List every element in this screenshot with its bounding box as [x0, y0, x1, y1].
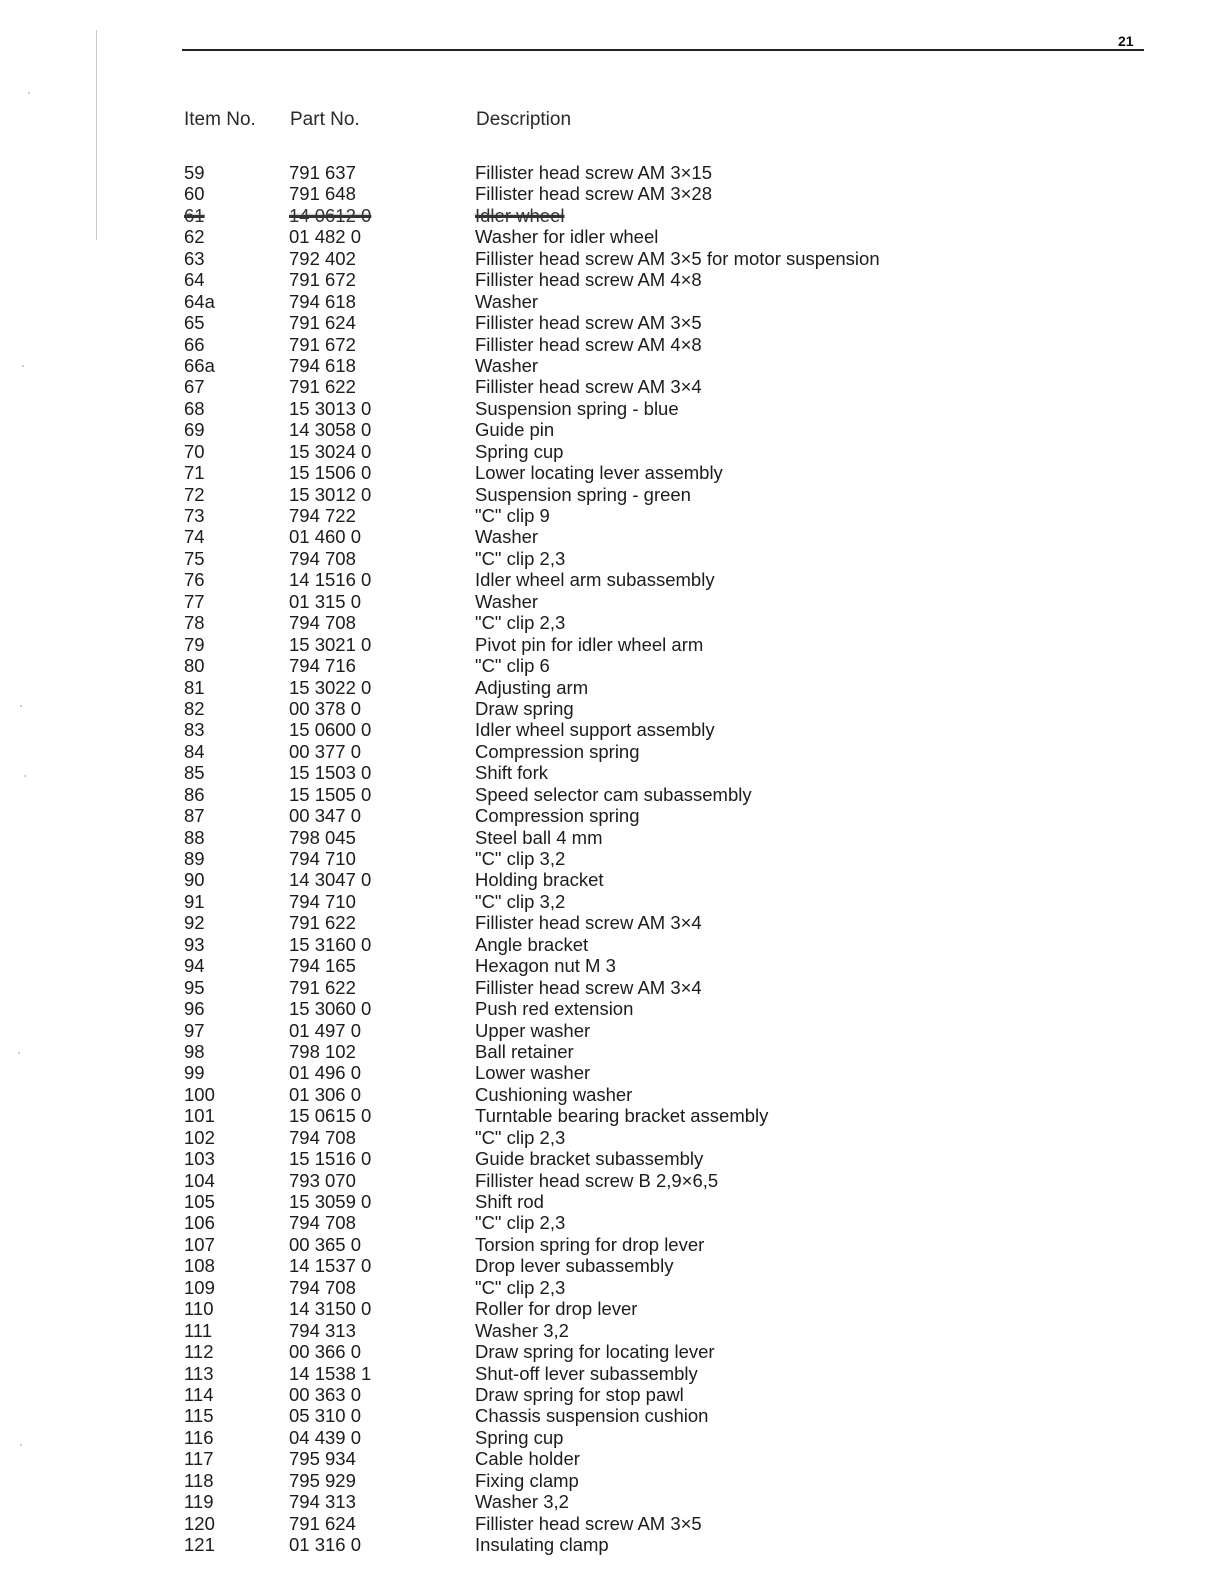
part-number: 14 3150 0	[289, 1298, 372, 1320]
part-description: Angle bracket	[475, 933, 589, 955]
table-row	[183, 1341, 1163, 1362]
table-row	[183, 1513, 1163, 1534]
part-number: 01 315 0	[289, 590, 362, 612]
part-description: Draw spring for locating lever	[475, 1341, 715, 1363]
part-description: Fillister head screw AM 3×4	[475, 376, 702, 398]
part-description: "C" clip 3,2	[475, 848, 566, 869]
part-description: Shift rod	[475, 1191, 544, 1212]
table-row	[183, 1427, 1163, 1448]
part-description: Washer	[475, 590, 539, 612]
part-number: 791 624	[289, 312, 356, 334]
table-row	[183, 805, 1163, 826]
part-number: 792 402	[289, 247, 356, 269]
parts-list	[183, 162, 1163, 1555]
table-row	[183, 569, 1163, 590]
part-number: 794 708	[289, 547, 356, 569]
item-number: 113	[184, 1362, 214, 1384]
part-number: 794 710	[289, 848, 356, 869]
column-header-item: Item No.	[184, 109, 256, 130]
part-description: Idler wheel	[475, 204, 565, 226]
table-row	[183, 441, 1163, 462]
part-description: Guide pin	[475, 419, 555, 441]
item-number: 90	[184, 869, 205, 891]
part-number: 00 377 0	[289, 740, 362, 762]
scan-margin-line	[96, 30, 97, 240]
table-row	[183, 1320, 1163, 1341]
item-number: 98	[184, 1040, 205, 1062]
part-number: 01 496 0	[289, 1062, 362, 1084]
table-row	[183, 1491, 1163, 1512]
item-number: 83	[184, 719, 205, 741]
item-number: 110	[184, 1298, 214, 1320]
item-number: 64a	[184, 290, 215, 312]
item-number: 76	[184, 569, 205, 591]
table-row	[183, 1105, 1163, 1126]
table-row	[183, 1384, 1163, 1405]
part-description: Fillister head screw AM 3×4	[475, 912, 702, 934]
item-number: 63	[184, 247, 205, 269]
part-description: "C" clip 2,3	[475, 547, 566, 569]
item-number: 109	[184, 1276, 215, 1298]
part-description: Idler wheel support assembly	[475, 719, 715, 741]
table-row	[183, 998, 1163, 1019]
part-number: 794 313	[289, 1319, 356, 1341]
part-description: Cable holder	[475, 1448, 580, 1470]
table-row	[183, 869, 1163, 890]
part-number: 791 624	[289, 1512, 356, 1534]
item-number: 91	[184, 890, 205, 912]
item-number: 79	[184, 633, 205, 655]
item-number: 75	[184, 547, 205, 569]
part-description: Fillister head screw B 2,9×6,5	[475, 1169, 719, 1191]
part-description: Ball retainer	[475, 1040, 574, 1062]
part-description: Pivot pin for idler wheel arm	[475, 633, 704, 655]
item-number: 62	[184, 226, 205, 248]
table-row	[183, 677, 1163, 698]
part-description: Suspension spring - green	[475, 483, 691, 505]
item-number: 97	[184, 1019, 205, 1041]
table-row	[183, 1170, 1163, 1191]
table-row	[183, 548, 1163, 569]
part-number: 794 313	[289, 1491, 356, 1513]
item-number: 66a	[184, 354, 215, 376]
item-number: 107	[184, 1233, 215, 1255]
part-number: 791 622	[289, 376, 356, 398]
table-row	[183, 1191, 1163, 1212]
item-number: 59	[184, 162, 205, 183]
item-number: 84	[184, 740, 205, 762]
item-number: 78	[184, 612, 205, 634]
table-row	[183, 891, 1163, 912]
part-number: 15 1516 0	[289, 1148, 372, 1170]
table-row	[183, 334, 1163, 355]
part-number: 15 3012 0	[289, 483, 372, 505]
part-number: 794 722	[289, 505, 356, 526]
page-number: 21	[1118, 33, 1134, 49]
item-number: 77	[184, 590, 205, 612]
part-description: Fillister head screw AM 3×5	[475, 1512, 702, 1534]
part-number: 01 482 0	[289, 226, 362, 248]
part-description: Chassis suspension cushion	[475, 1405, 709, 1427]
item-number: 86	[184, 783, 205, 805]
table-row	[183, 655, 1163, 676]
part-number: 794 716	[289, 655, 356, 677]
part-description: Fillister head screw AM 3×4	[475, 976, 702, 998]
table-row	[183, 205, 1163, 226]
part-description: Spring cup	[475, 1426, 564, 1448]
table-row	[183, 269, 1163, 290]
item-number: 73	[184, 505, 205, 526]
part-number: 04 439 0	[289, 1426, 362, 1448]
table-row	[183, 827, 1163, 848]
table-row	[183, 1534, 1163, 1555]
table-row	[183, 312, 1163, 333]
part-description: "C" clip 6	[475, 655, 550, 677]
scan-speck	[20, 1444, 22, 1446]
part-number: 00 378 0	[289, 697, 362, 719]
part-description: Shut-off lever subassembly	[475, 1362, 698, 1384]
part-description: Washer for idler wheel	[475, 226, 659, 248]
part-number: 794 708	[289, 1276, 356, 1298]
item-number: 66	[184, 333, 205, 355]
item-number: 101	[184, 1105, 215, 1127]
part-description: Roller for drop lever	[475, 1298, 638, 1320]
item-number: 121	[184, 1534, 215, 1555]
part-description: Fixing clamp	[475, 1469, 579, 1491]
part-number: 15 3060 0	[289, 998, 372, 1020]
part-number: 793 070	[289, 1169, 356, 1191]
table-row	[183, 248, 1163, 269]
item-number: 74	[184, 526, 205, 548]
item-number: 81	[184, 676, 205, 698]
part-description: Insulating clamp	[475, 1534, 609, 1555]
part-number: 15 3022 0	[289, 676, 372, 698]
part-number: 798 102	[289, 1040, 356, 1062]
part-description: Fillister head screw AM 3×5 for motor suspension	[475, 247, 880, 269]
table-row	[183, 591, 1163, 612]
table-row	[183, 762, 1163, 783]
table-row	[183, 484, 1163, 505]
item-number: 71	[184, 462, 205, 484]
part-description: Suspension spring - blue	[475, 397, 679, 419]
part-number: 14 1538 1	[289, 1362, 372, 1384]
table-row	[183, 1298, 1163, 1319]
header-rule	[182, 49, 1144, 51]
part-number: 15 3013 0	[289, 397, 372, 419]
part-description: Draw spring	[475, 697, 574, 719]
part-number: 05 310 0	[289, 1405, 362, 1427]
part-number: 15 3160 0	[289, 933, 372, 955]
table-row	[183, 612, 1163, 633]
part-description: Drop lever subassembly	[475, 1255, 674, 1277]
part-description: Compression spring	[475, 805, 640, 827]
table-row	[183, 1212, 1163, 1233]
part-number: 794 618	[289, 354, 356, 376]
part-number: 15 0615 0	[289, 1105, 372, 1127]
part-description: "C" clip 9	[475, 505, 550, 526]
part-number: 791 622	[289, 976, 356, 998]
table-row	[183, 634, 1163, 655]
item-number: 85	[184, 762, 205, 784]
item-number: 104	[184, 1169, 215, 1191]
item-number: 116	[184, 1426, 214, 1448]
item-number: 93	[184, 933, 205, 955]
part-number: 798 045	[289, 826, 356, 848]
part-description: Washer	[475, 354, 539, 376]
table-row	[183, 1041, 1163, 1062]
part-description: Fillister head screw AM 3×15	[475, 162, 713, 183]
part-description: Washer 3,2	[475, 1491, 569, 1513]
part-description: Washer	[475, 290, 539, 312]
table-row	[183, 419, 1163, 440]
part-number: 791 637	[289, 162, 356, 183]
table-row	[183, 398, 1163, 419]
part-number: 00 347 0	[289, 805, 362, 827]
part-number: 795 934	[289, 1448, 356, 1470]
item-number: 69	[184, 419, 205, 441]
item-number: 80	[184, 655, 205, 677]
part-description: Lower locating lever assembly	[475, 462, 723, 484]
item-number: 105	[184, 1191, 215, 1212]
part-description: Idler wheel arm subassembly	[475, 569, 715, 591]
table-row	[183, 955, 1163, 976]
table-row	[183, 1363, 1163, 1384]
part-number: 791 622	[289, 912, 356, 934]
part-description: Torsion spring for drop lever	[475, 1233, 705, 1255]
part-number: 01 497 0	[289, 1019, 362, 1041]
table-row	[183, 1084, 1163, 1105]
part-description: Spring cup	[475, 440, 564, 462]
part-number: 00 363 0	[289, 1383, 362, 1405]
table-row	[183, 1020, 1163, 1041]
table-row	[183, 1448, 1163, 1469]
table-row	[183, 1062, 1163, 1083]
scan-speck	[28, 92, 30, 94]
item-number: 120	[184, 1512, 215, 1534]
table-row	[183, 698, 1163, 719]
part-number: 00 366 0	[289, 1341, 362, 1363]
item-number: 111	[184, 1319, 213, 1341]
item-number: 112	[184, 1341, 214, 1363]
part-description: Hexagon nut M 3	[475, 955, 616, 977]
table-row	[183, 505, 1163, 526]
item-number: 70	[184, 440, 205, 462]
table-row	[183, 462, 1163, 483]
table-row	[183, 741, 1163, 762]
item-number: 65	[184, 312, 205, 334]
table-row	[183, 912, 1163, 933]
item-number: 94	[184, 955, 205, 977]
scan-speck	[24, 775, 26, 777]
item-number: 87	[184, 805, 205, 827]
item-number: 92	[184, 912, 205, 934]
scan-speck	[20, 705, 22, 707]
part-description: Washer	[475, 526, 539, 548]
part-number: 791 672	[289, 333, 356, 355]
part-description: Fillister head screw AM 4×8	[475, 269, 702, 291]
part-number: 14 0612 0	[289, 204, 372, 226]
part-description: "C" clip 2,3	[475, 1212, 566, 1234]
part-number: 794 710	[289, 890, 356, 912]
item-number: 114	[184, 1383, 214, 1405]
table-row	[183, 1405, 1163, 1426]
table-row	[183, 376, 1163, 397]
table-row	[183, 226, 1163, 247]
table-row	[183, 977, 1163, 998]
part-description: Washer 3,2	[475, 1319, 569, 1341]
part-number: 01 306 0	[289, 1083, 362, 1105]
item-number: 115	[184, 1405, 214, 1427]
item-number: 96	[184, 998, 205, 1020]
table-row	[183, 355, 1163, 376]
part-number: 15 3059 0	[289, 1191, 372, 1212]
part-description: Steel ball 4 mm	[475, 826, 603, 848]
part-number: 15 3024 0	[289, 440, 372, 462]
table-row	[183, 1234, 1163, 1255]
part-number: 794 708	[289, 1126, 356, 1148]
part-description: Draw spring for stop pawl	[475, 1383, 684, 1405]
part-description: "C" clip 2,3	[475, 1276, 566, 1298]
part-number: 14 1516 0	[289, 569, 372, 591]
table-row	[183, 1277, 1163, 1298]
table-row	[183, 1470, 1163, 1491]
part-number: 15 3021 0	[289, 633, 372, 655]
part-description: Compression spring	[475, 740, 640, 762]
part-description: "C" clip 2,3	[475, 1126, 566, 1148]
item-number: 88	[184, 826, 205, 848]
part-number: 14 3047 0	[289, 869, 372, 891]
item-number: 95	[184, 976, 205, 998]
item-number: 61	[184, 204, 205, 226]
column-header-description: Description	[476, 109, 572, 130]
part-description: Fillister head screw AM 3×5	[475, 312, 702, 334]
part-description: "C" clip 3,2	[475, 890, 566, 912]
item-number: 108	[184, 1255, 215, 1277]
part-number: 15 0600 0	[289, 719, 372, 741]
part-number: 794 618	[289, 290, 356, 312]
item-number: 89	[184, 848, 205, 869]
part-description: Turntable bearing bracket assembly	[475, 1105, 769, 1127]
table-row	[183, 848, 1163, 869]
part-number: 794 708	[289, 1212, 356, 1234]
table-row	[183, 291, 1163, 312]
table-row	[183, 526, 1163, 547]
item-number: 99	[184, 1062, 205, 1084]
item-number: 117	[184, 1448, 214, 1470]
part-number: 794 708	[289, 612, 356, 634]
part-description: "C" clip 2,3	[475, 612, 566, 634]
item-number: 82	[184, 697, 205, 719]
part-description: Shift fork	[475, 762, 548, 784]
table-row	[183, 784, 1163, 805]
part-description: Upper washer	[475, 1019, 591, 1041]
scan-speck	[22, 365, 24, 367]
item-number: 103	[184, 1148, 215, 1170]
part-description: Fillister head screw AM 4×8	[475, 333, 702, 355]
part-number: 791 672	[289, 269, 356, 291]
part-number: 14 3058 0	[289, 419, 372, 441]
part-number: 794 165	[289, 955, 356, 977]
table-row	[183, 934, 1163, 955]
item-number: 67	[184, 376, 205, 398]
part-number: 795 929	[289, 1469, 356, 1491]
item-number: 72	[184, 483, 205, 505]
item-number: 118	[184, 1469, 214, 1491]
part-number: 01 460 0	[289, 526, 362, 548]
item-number: 100	[184, 1083, 215, 1105]
item-number: 68	[184, 397, 205, 419]
table-row	[183, 162, 1163, 183]
part-description: Fillister head screw AM 3×28	[475, 183, 713, 205]
column-header-part: Part No.	[290, 109, 360, 130]
part-number: 01 316 0	[289, 1534, 362, 1555]
part-description: Holding bracket	[475, 869, 604, 891]
part-number: 791 648	[289, 183, 356, 205]
part-description: Speed selector cam subassembly	[475, 783, 752, 805]
item-number: 106	[184, 1212, 215, 1234]
item-number: 119	[184, 1491, 214, 1513]
item-number: 102	[184, 1126, 215, 1148]
part-description: Cushioning washer	[475, 1083, 633, 1105]
table-row	[183, 1255, 1163, 1276]
part-number: 00 365 0	[289, 1233, 362, 1255]
part-number: 14 1537 0	[289, 1255, 372, 1277]
part-number: 15 1503 0	[289, 762, 372, 784]
table-row	[183, 183, 1163, 204]
scan-speck	[18, 1052, 20, 1054]
item-number: 60	[184, 183, 205, 205]
table-row	[183, 1148, 1163, 1169]
part-description: Lower washer	[475, 1062, 591, 1084]
part-number: 15 1505 0	[289, 783, 372, 805]
part-number: 15 1506 0	[289, 462, 372, 484]
part-description: Adjusting arm	[475, 676, 589, 698]
table-row	[183, 719, 1163, 740]
part-description: Push red extension	[475, 998, 634, 1020]
item-number: 64	[184, 269, 205, 291]
table-row	[183, 1127, 1163, 1148]
part-description: Guide bracket subassembly	[475, 1148, 704, 1170]
